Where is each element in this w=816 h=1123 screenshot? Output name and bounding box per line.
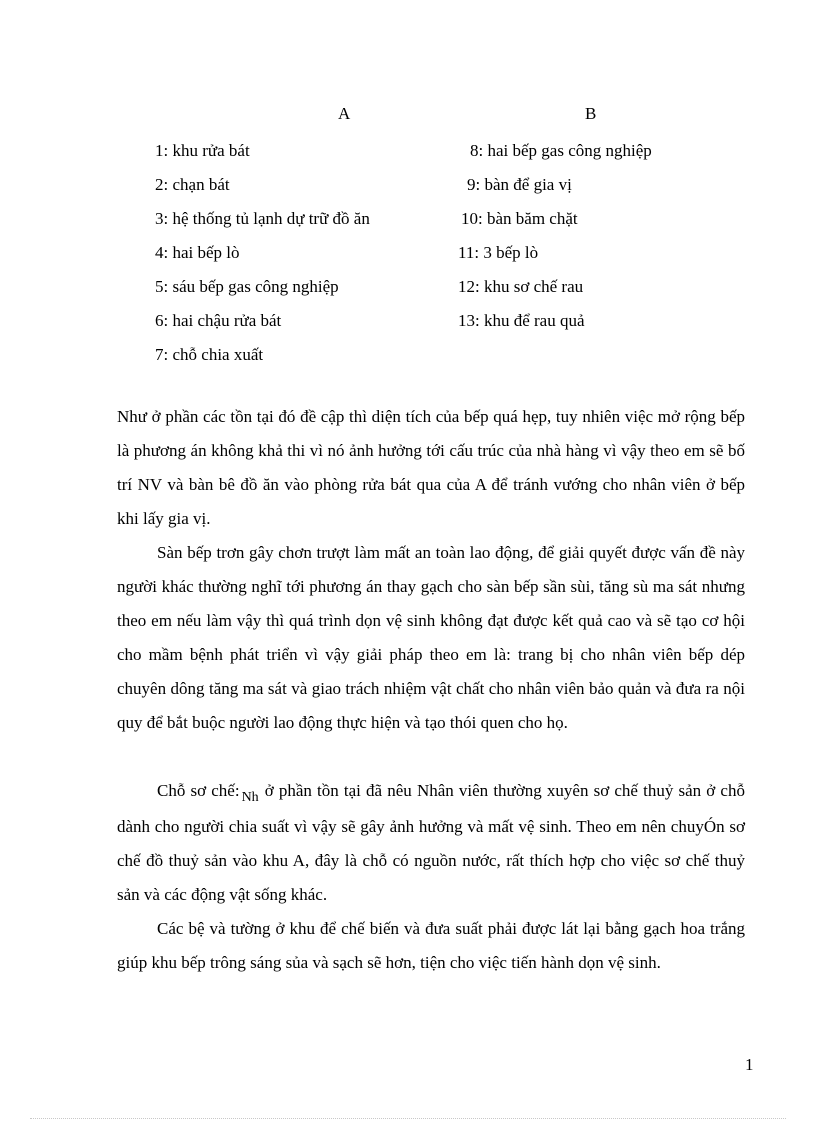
legend-item-1: 1: khu rửa bát bbox=[155, 141, 250, 160]
legend-item-10: 10: bàn băm chặt bbox=[461, 209, 578, 228]
legend-item-12: 12: khu sơ chế rau bbox=[458, 277, 584, 296]
legend-item-2: 2: chạn bát bbox=[155, 175, 230, 194]
legend-item-6: 6: hai chậu rửa bát bbox=[155, 311, 282, 330]
paragraph-slippery-floor: Sàn bếp trơn gây chơn trượt làm mất an toàn lao động, để giải quyết được vấn đề này người khác thường nghĩ tới phương án thay gạch cho sàn bếp sần sùi, tăng sù ma sát nhưng theo em nếu làm vậy thì quá trình dọn vệ sinh không đạt được kết quả cao và sẽ tạo cơ hội cho mầm bệnh phát triển vì vậy giải pháp theo em là: trang bị cho nhân viên bếp dép chuyên dông tăng ma sát và giao trách nhiệm vật chất cho nhân viên bảo quản và đưa ra nội quy để bắt buộc người lao động thực hiện và tạo thói quen cho họ. bbox=[117, 543, 745, 732]
legend-item-8: 8: hai bếp gas công nghiệp bbox=[470, 141, 652, 160]
legend-item-3: 3: hệ thống tủ lạnh dự trữ đồ ăn bbox=[155, 209, 370, 228]
stray-fragment: Nh bbox=[241, 790, 259, 805]
paragraph-wall-tiles: Các bệ và tường ở khu để chế biến và đưa suất phải được lát lại bằng gạch hoa trắng giúp khu bếp trông sáng sủa và sạch sẽ hơn, tiện cho việc tiến hành dọn vệ sinh. bbox=[117, 919, 745, 972]
legend-item-5: 5: sáu bếp gas công nghiệp bbox=[155, 277, 339, 296]
legend-item-11: 11: 3 bếp lò bbox=[458, 243, 539, 262]
legend-item-7: 7: chỗ chia xuất bbox=[155, 345, 264, 364]
column-a-header: A bbox=[338, 104, 351, 123]
legend-item-4: 4: hai bếp lò bbox=[155, 243, 240, 262]
column-b-header: B bbox=[585, 104, 597, 123]
prep-area-lead: Chỗ sơ chế: bbox=[157, 781, 240, 800]
page-number: 1 bbox=[745, 1055, 754, 1074]
legend-item-13: 13: khu để rau quả bbox=[458, 311, 585, 330]
paragraph-prep-area bbox=[117, 774, 745, 912]
legend-item-9: 9: bàn để gia vị bbox=[467, 175, 572, 194]
paragraph-kitchen-space: Như ở phần các tồn tại đó đề cập thì diện tích của bếp quá hẹp, tuy nhiên việc mở rộng bếp là phương án không khả thi vì nó ảnh hưởng tới cấu trúc của nhà hàng vì vậy theo em sẽ bố trí NV và bàn bê đồ ăn vào phòng rửa bát qua của A để tránh vướng cho nhân viên ở bếp khi lấy gia vị. bbox=[117, 407, 745, 528]
footer-divider bbox=[30, 1118, 786, 1119]
prep-area-body: ở phần tồn tại đã nêu Nhân viên thường xuyên sơ chế thuỷ sản ở chỗ dành cho người chia suất vì vậy sẽ gây ảnh hưởng và mất vệ sinh. Theo em nên chuyÓn sơ chế đồ thuỷ sản vào khu A, đây là chỗ có nguồn nước, rất thích hợp cho việc sơ chế thuỷ sản và các động vật sống khác. bbox=[117, 781, 745, 904]
